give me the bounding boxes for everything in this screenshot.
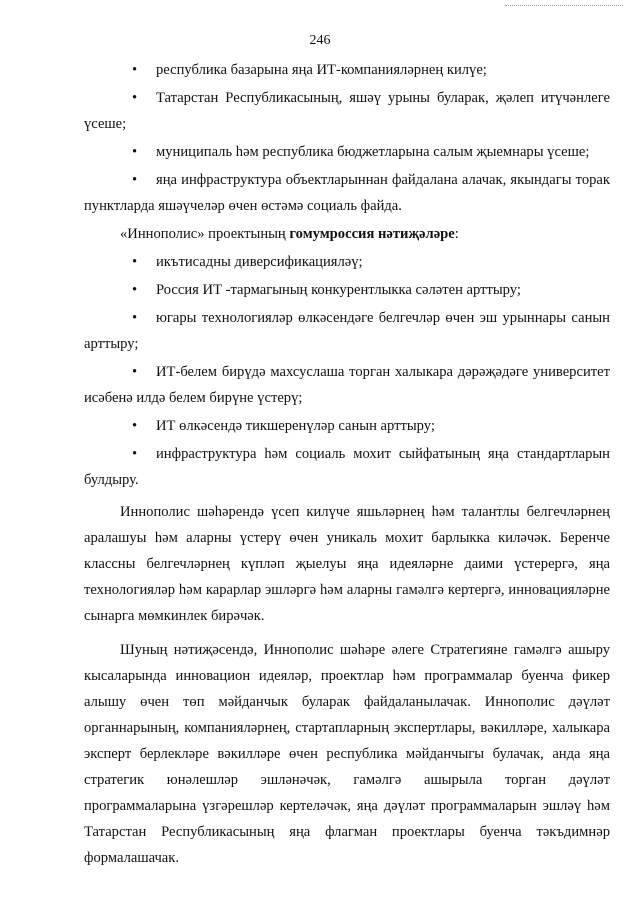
bullet-item xyxy=(84,167,610,219)
bullet-icon: • xyxy=(132,144,138,160)
bullet-text: муниципаль һәм республика бюджетларына салым җыемнары үсеше; xyxy=(156,144,590,160)
bullet-item xyxy=(84,277,610,303)
bullet-item xyxy=(84,57,610,83)
body-paragraph: Иннополис шәһәрендә үсеп килүче яшьләрнең һәм талантлы белгечләрнең аралашуы һәм аларны үстерү өчен уникаль мохит барлыкка киләчәк. Беренче классны белгечләрнең күпләп җыелуы яңа идеяләрне даими үстерергә, яңа технологияләр һәм карарлар эшләргә һәм аларны гамәлгә кертергә, инновацияләрне сынарга мөмкинлек бирәчәк. xyxy=(84,504,610,624)
bullet-text: республика базарына яңа ИТ-компанияләрнең килүе; xyxy=(156,62,487,78)
page-body xyxy=(84,57,610,879)
subheading-lead: «Иннополис» проектының xyxy=(120,226,286,242)
bullet-icon: • xyxy=(132,418,138,434)
bullet-text: ИТ өлкәсендә тикшеренүләр санын арттыру; xyxy=(156,418,435,434)
bullet-item xyxy=(84,441,610,493)
bullet-text: Россия ИТ -тармагының конкурентлыкка сәләтен арттыру; xyxy=(156,282,521,298)
bullet-icon: • xyxy=(132,364,138,380)
bullet-text: Татарстан Республикасының, яшәү урыны буларак, җәлеп итүчәнлеге үсеше; xyxy=(84,90,610,132)
body-paragraph: Шуның нәтиҗәсендә, Иннополис шәһәре әлеге Стратегияне гамәлгә ашыру кысаларында инновацион идеяләр, проектлар һәм программалар буенча фикер алышу өчен төп мәйданчык буларак файдаланылачак. Иннополис дәүләт органнарының, компанияләрнең, стартапларның экспертлары, вәкилләре, халыкара эксперт берлекләре вәкилләре өчен республика мәйданчыгы булачак, анда яңа стратегик юнәлешләр эшләнәчәк, гамәлгә ашырыла торган дәүләт программаларына үзгәрешләр кертеләчәк, яңа дәүләт программаларын эшләү һәм Татарстан Республикасының яңа флагман проектлары буенча тәкъдимнәр формалашачак. xyxy=(84,642,610,866)
bullet-icon: • xyxy=(132,254,138,270)
bullet-item xyxy=(84,139,610,165)
bullet-text: икътисадны диверсификацияләү; xyxy=(156,254,363,270)
bullet-item xyxy=(84,305,610,357)
scan-edge-line xyxy=(505,5,623,6)
subheading-bold: гомумроссия нәтиҗәләре xyxy=(289,226,455,242)
bullet-text: ИТ-белем бирүдә махсуслаша торган халыкара дәрәҗәдәге университет исәбенә илдә белем бирүне үстерү; xyxy=(84,364,610,406)
bullet-icon: • xyxy=(132,90,138,106)
bullet-text: югары технологияләр өлкәсендәге белгечләр өчен эш урыннары санын арттыру; xyxy=(84,310,610,352)
bullet-item xyxy=(84,413,610,439)
page-number: 246 xyxy=(309,33,331,48)
bullet-text: яңа инфраструктура объектларыннан файдалана алачак, якындагы торак пунктларда яшәүчеләр өчен өстәмә социаль файда. xyxy=(84,172,610,214)
bullet-icon: • xyxy=(132,172,138,188)
bullet-icon: • xyxy=(132,62,138,78)
results-subheading xyxy=(84,221,610,247)
bullet-item xyxy=(84,359,610,411)
bullet-icon: • xyxy=(132,282,138,298)
bullet-icon: • xyxy=(132,310,138,326)
bullet-text: инфраструктура һәм социаль мохит сыйфатының яңа стандартларын булдыру. xyxy=(84,446,610,488)
bullet-icon: • xyxy=(132,446,138,462)
bullet-item xyxy=(84,249,610,275)
subheading-tail: : xyxy=(454,226,459,242)
bullet-item xyxy=(84,85,610,137)
